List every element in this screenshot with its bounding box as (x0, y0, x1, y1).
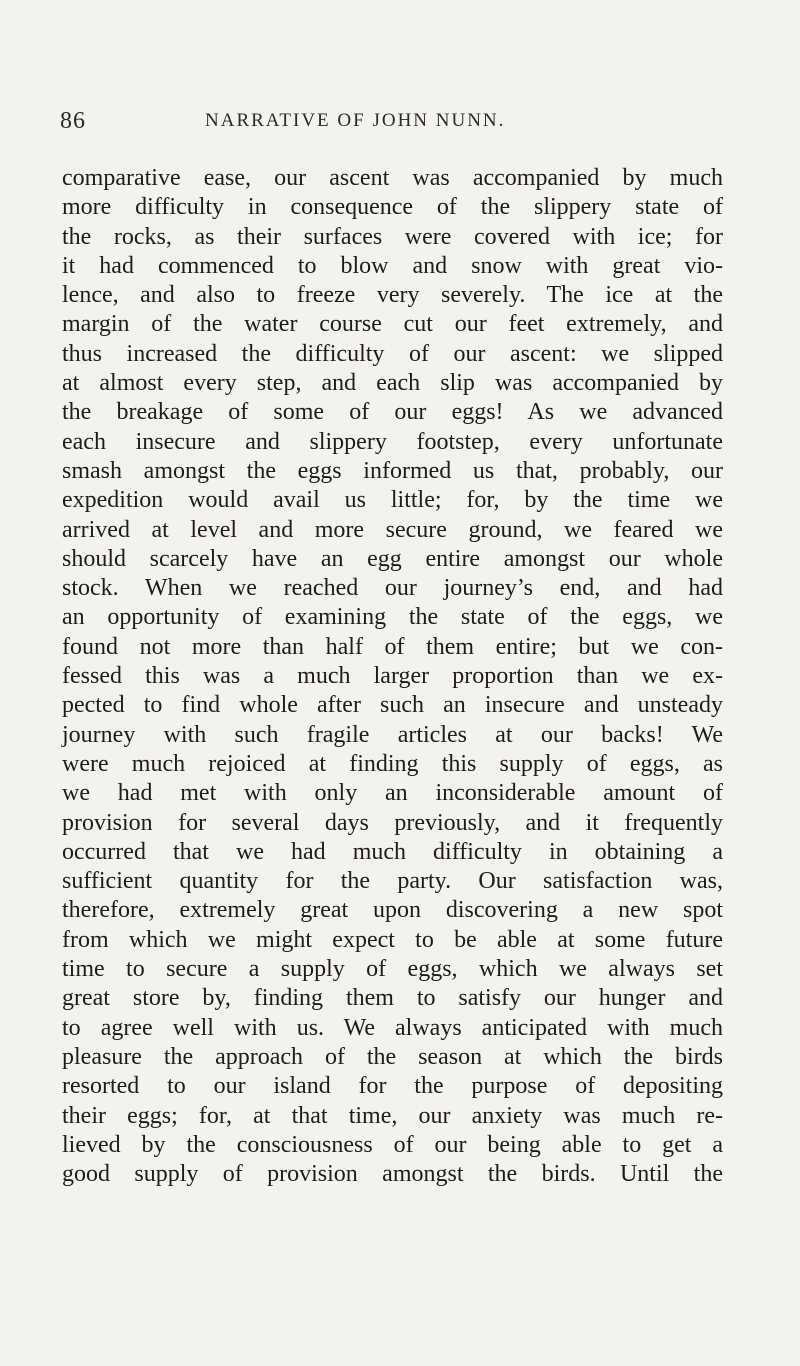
text-line: we had met with only an inconsiderable amount of (62, 780, 723, 807)
text-line: more difficulty in consequence of the slippery state of (62, 194, 723, 221)
text-line: to agree well with us. We always anticipated with much (62, 1014, 723, 1041)
text-line: were much rejoiced at finding this supply of eggs, as (62, 750, 723, 777)
text-line: from which we might expect to be able at some future (62, 926, 723, 953)
text-line: sufficient quantity for the party. Our satisfaction was, (62, 868, 723, 895)
text-line: occurred that we had much difficulty in obtaining a (62, 838, 723, 865)
text-line: it had commenced to blow and snow with great vio- (62, 252, 723, 279)
text-line: smash amongst the eggs informed us that, probably, our (62, 457, 723, 484)
text-line: provision for several days previously, and it frequently (62, 809, 723, 836)
text-line: an opportunity of examining the state of the eggs, we (62, 604, 723, 631)
text-line: arrived at level and more secure ground, we feared we (62, 516, 723, 543)
running-head: NARRATIVE OF JOHN NUNN. (205, 110, 506, 131)
text-line: therefore, extremely great upon discovering a new spot (62, 897, 723, 924)
text-line: lence, and also to freeze very severely. The ice at the (62, 282, 723, 309)
text-line: at almost every step, and each slip was accompanied by (62, 370, 723, 397)
text-line: good supply of provision amongst the birds. Until the (62, 1161, 723, 1188)
text-line: fessed this was a much larger proportion than we ex- (62, 663, 723, 690)
text-line: found not more than half of them entire; but we con- (62, 633, 723, 660)
text-line: stock. When we reached our journey’s end, and had (62, 575, 723, 602)
text-line: each insecure and slippery footstep, every unfortunate (62, 428, 723, 455)
text-line: thus increased the difficulty of our ascent: we slipped (62, 340, 723, 367)
text-line: resorted to our island for the purpose of depositing (62, 1073, 723, 1100)
text-line: time to secure a supply of eggs, which we always set (62, 956, 723, 983)
text-line: should scarcely have an egg entire amongst our whole (62, 545, 723, 572)
text-line: expedition would avail us little; for, by the time we (62, 487, 723, 514)
page-number: 86 (60, 108, 86, 134)
text-line: margin of the water course cut our feet extremely, and (62, 311, 723, 338)
text-line: lieved by the consciousness of our being able to get a (62, 1131, 723, 1158)
text-line: pected to find whole after such an insecure and unsteady (62, 692, 723, 719)
text-line: comparative ease, our ascent was accompanied by much (62, 165, 723, 191)
text-line: journey with such fragile articles at our backs! We (62, 721, 723, 748)
text-line: the rocks, as their surfaces were covered with ice; for (62, 223, 723, 250)
text-line: great store by, finding them to satisfy our hunger and (62, 985, 723, 1012)
text-line: the breakage of some of our eggs! As we advanced (62, 399, 723, 426)
page-header (60, 102, 720, 142)
text-line: their eggs; for, at that time, our anxiety was much re- (62, 1102, 723, 1129)
body-text (62, 164, 723, 1189)
text-line: pleasure the approach of the season at which the birds (62, 1043, 723, 1070)
